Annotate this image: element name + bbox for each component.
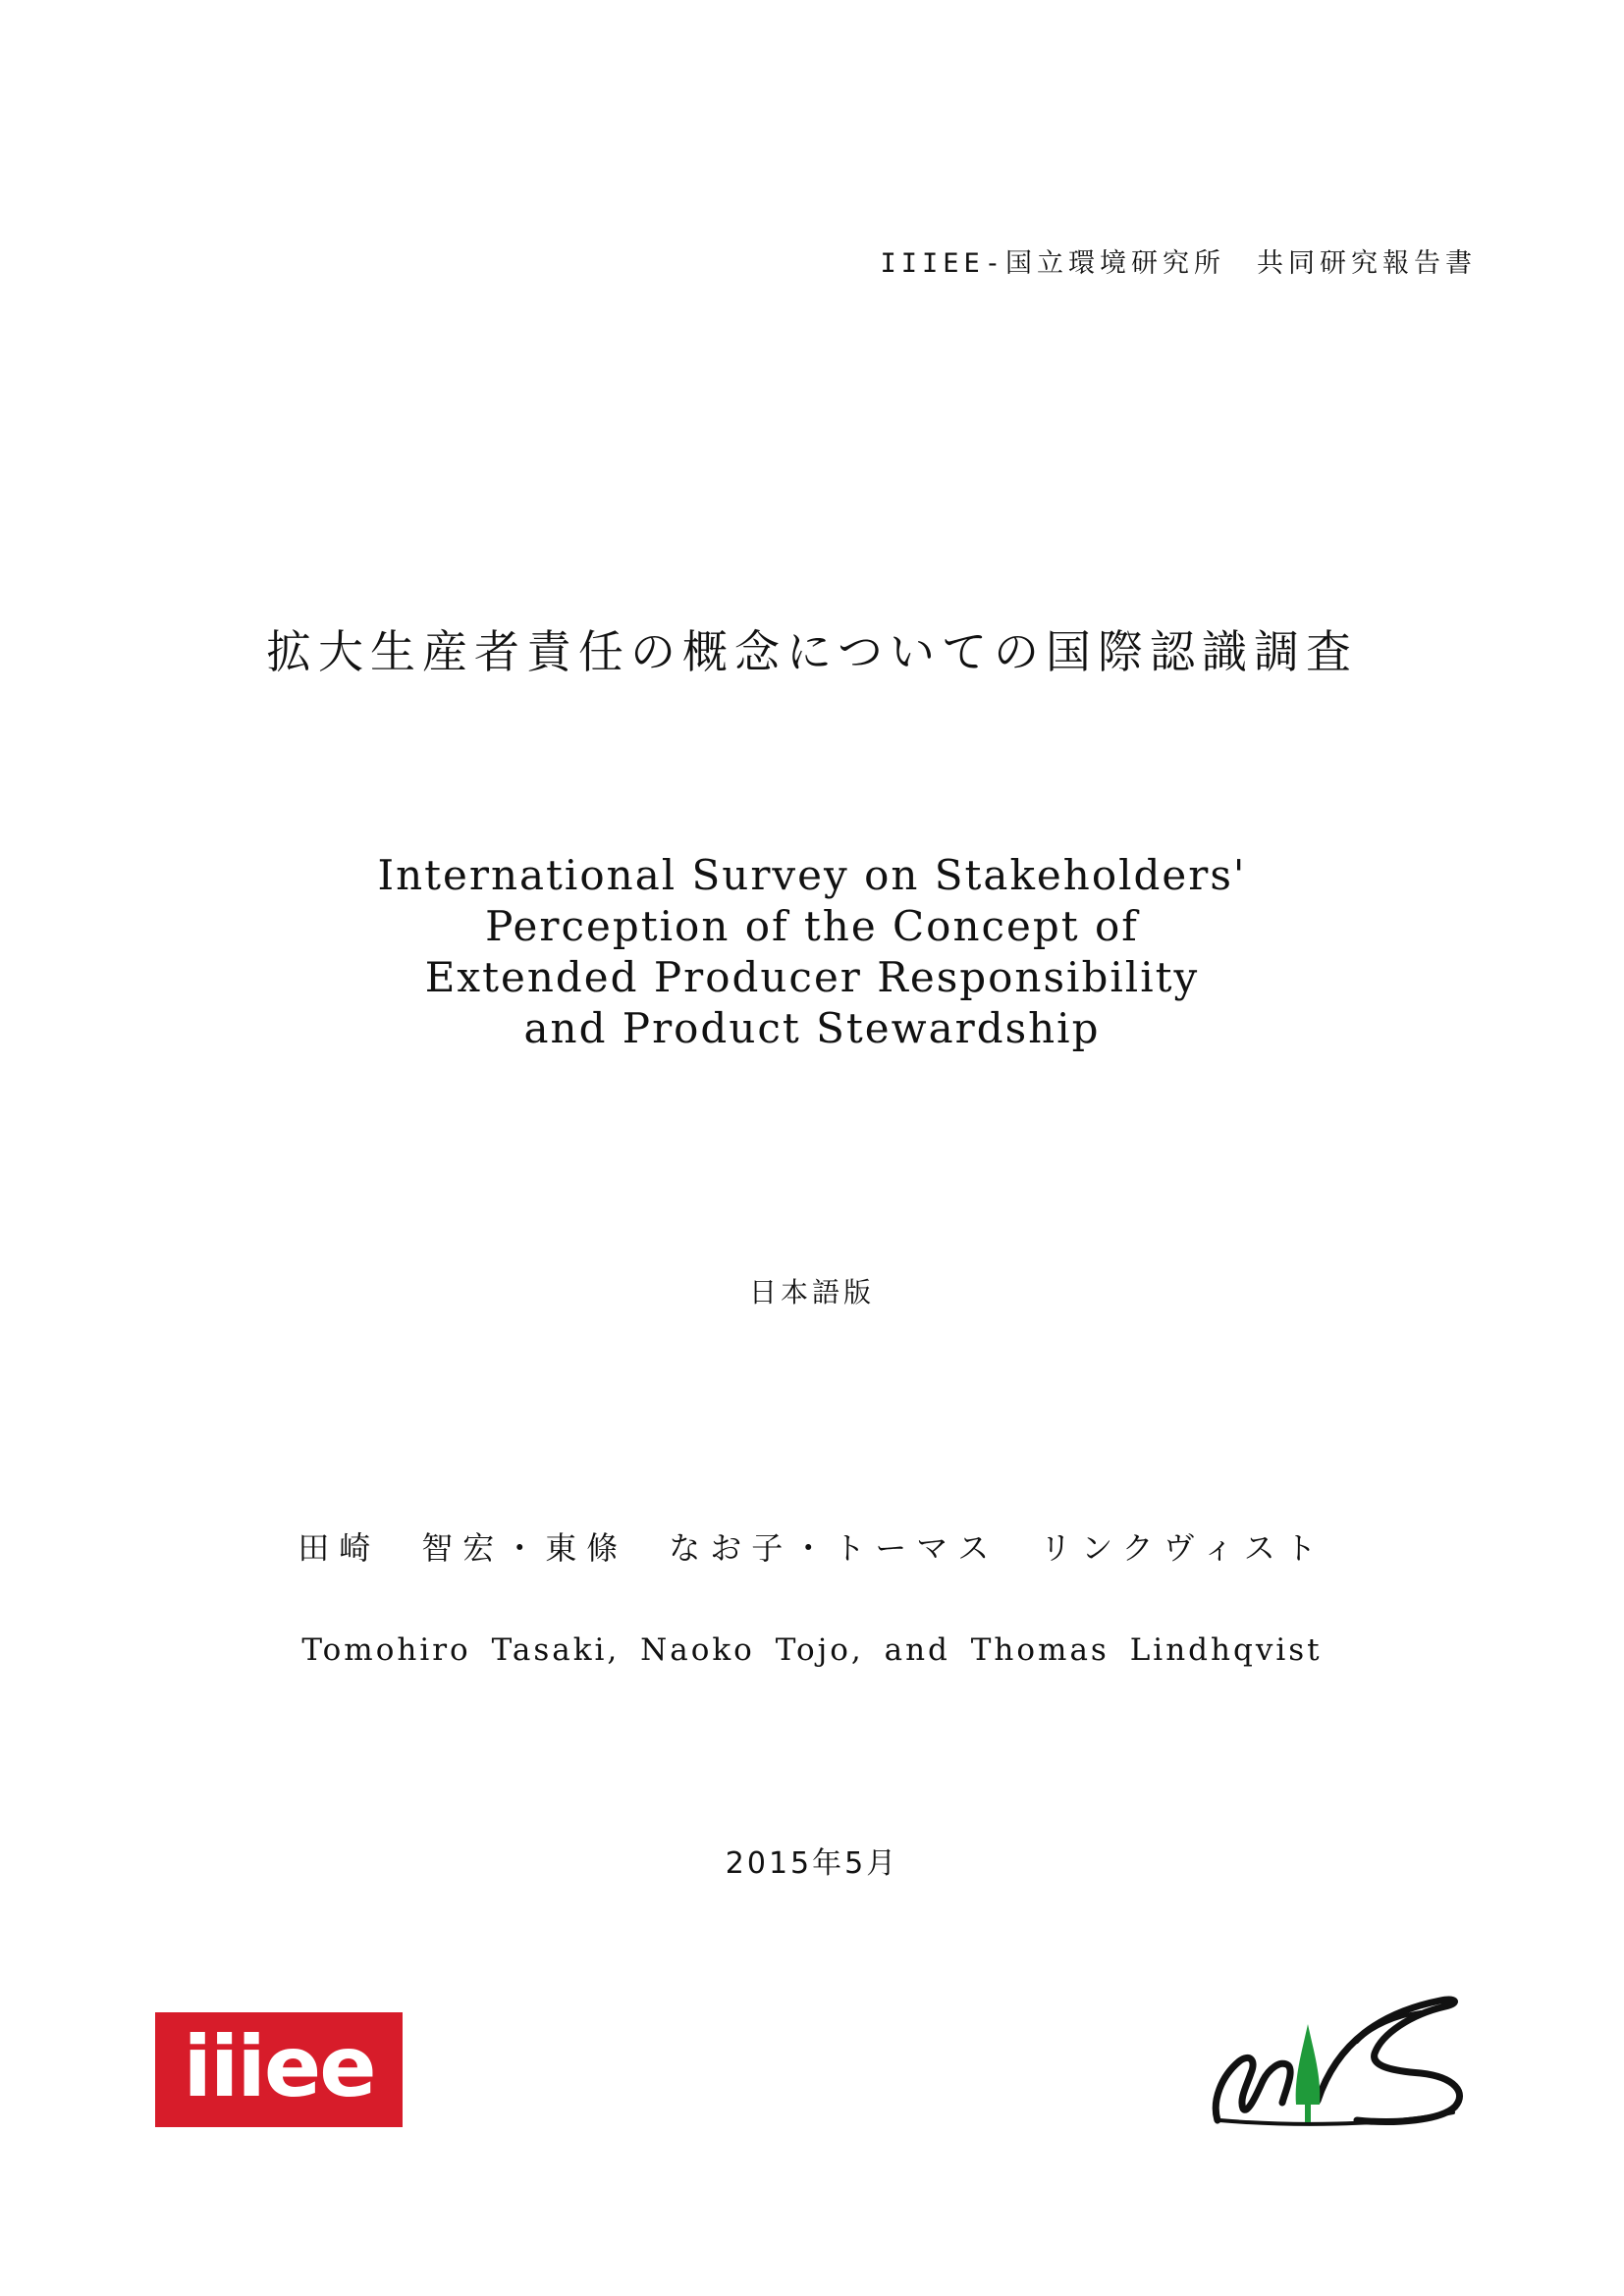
publication-date: 2015年5月: [725, 1846, 899, 1881]
english-title: [0, 850, 1624, 1054]
iiiee-logo-text: iiiee: [183, 2017, 375, 2116]
iiiee-logo: [155, 2012, 403, 2127]
nies-tree-logo-icon: [1210, 1983, 1475, 2130]
english-title-line: International Survey on Stakeholders': [377, 851, 1247, 899]
english-title-line: and Product Stewardship: [523, 1004, 1101, 1052]
japanese-title: 拡大生産者責任の概念についての国際認識調査: [265, 625, 1359, 678]
authors-english: Tomohiro Tasaki, Naoko Tojo, and Thomas Lindhqvist: [301, 1632, 1323, 1668]
report-series-label: IIIEE-国立環境研究所 共同研究報告書: [880, 248, 1477, 279]
english-title-line: Extended Producer Responsibility: [424, 953, 1200, 1001]
edition-label: 日本語版: [748, 1276, 875, 1308]
authors-japanese: 田崎 智宏・東條 なお子・トーマス リンクヴィスト: [298, 1529, 1326, 1567]
english-title-line: Perception of the Concept of: [485, 902, 1139, 950]
